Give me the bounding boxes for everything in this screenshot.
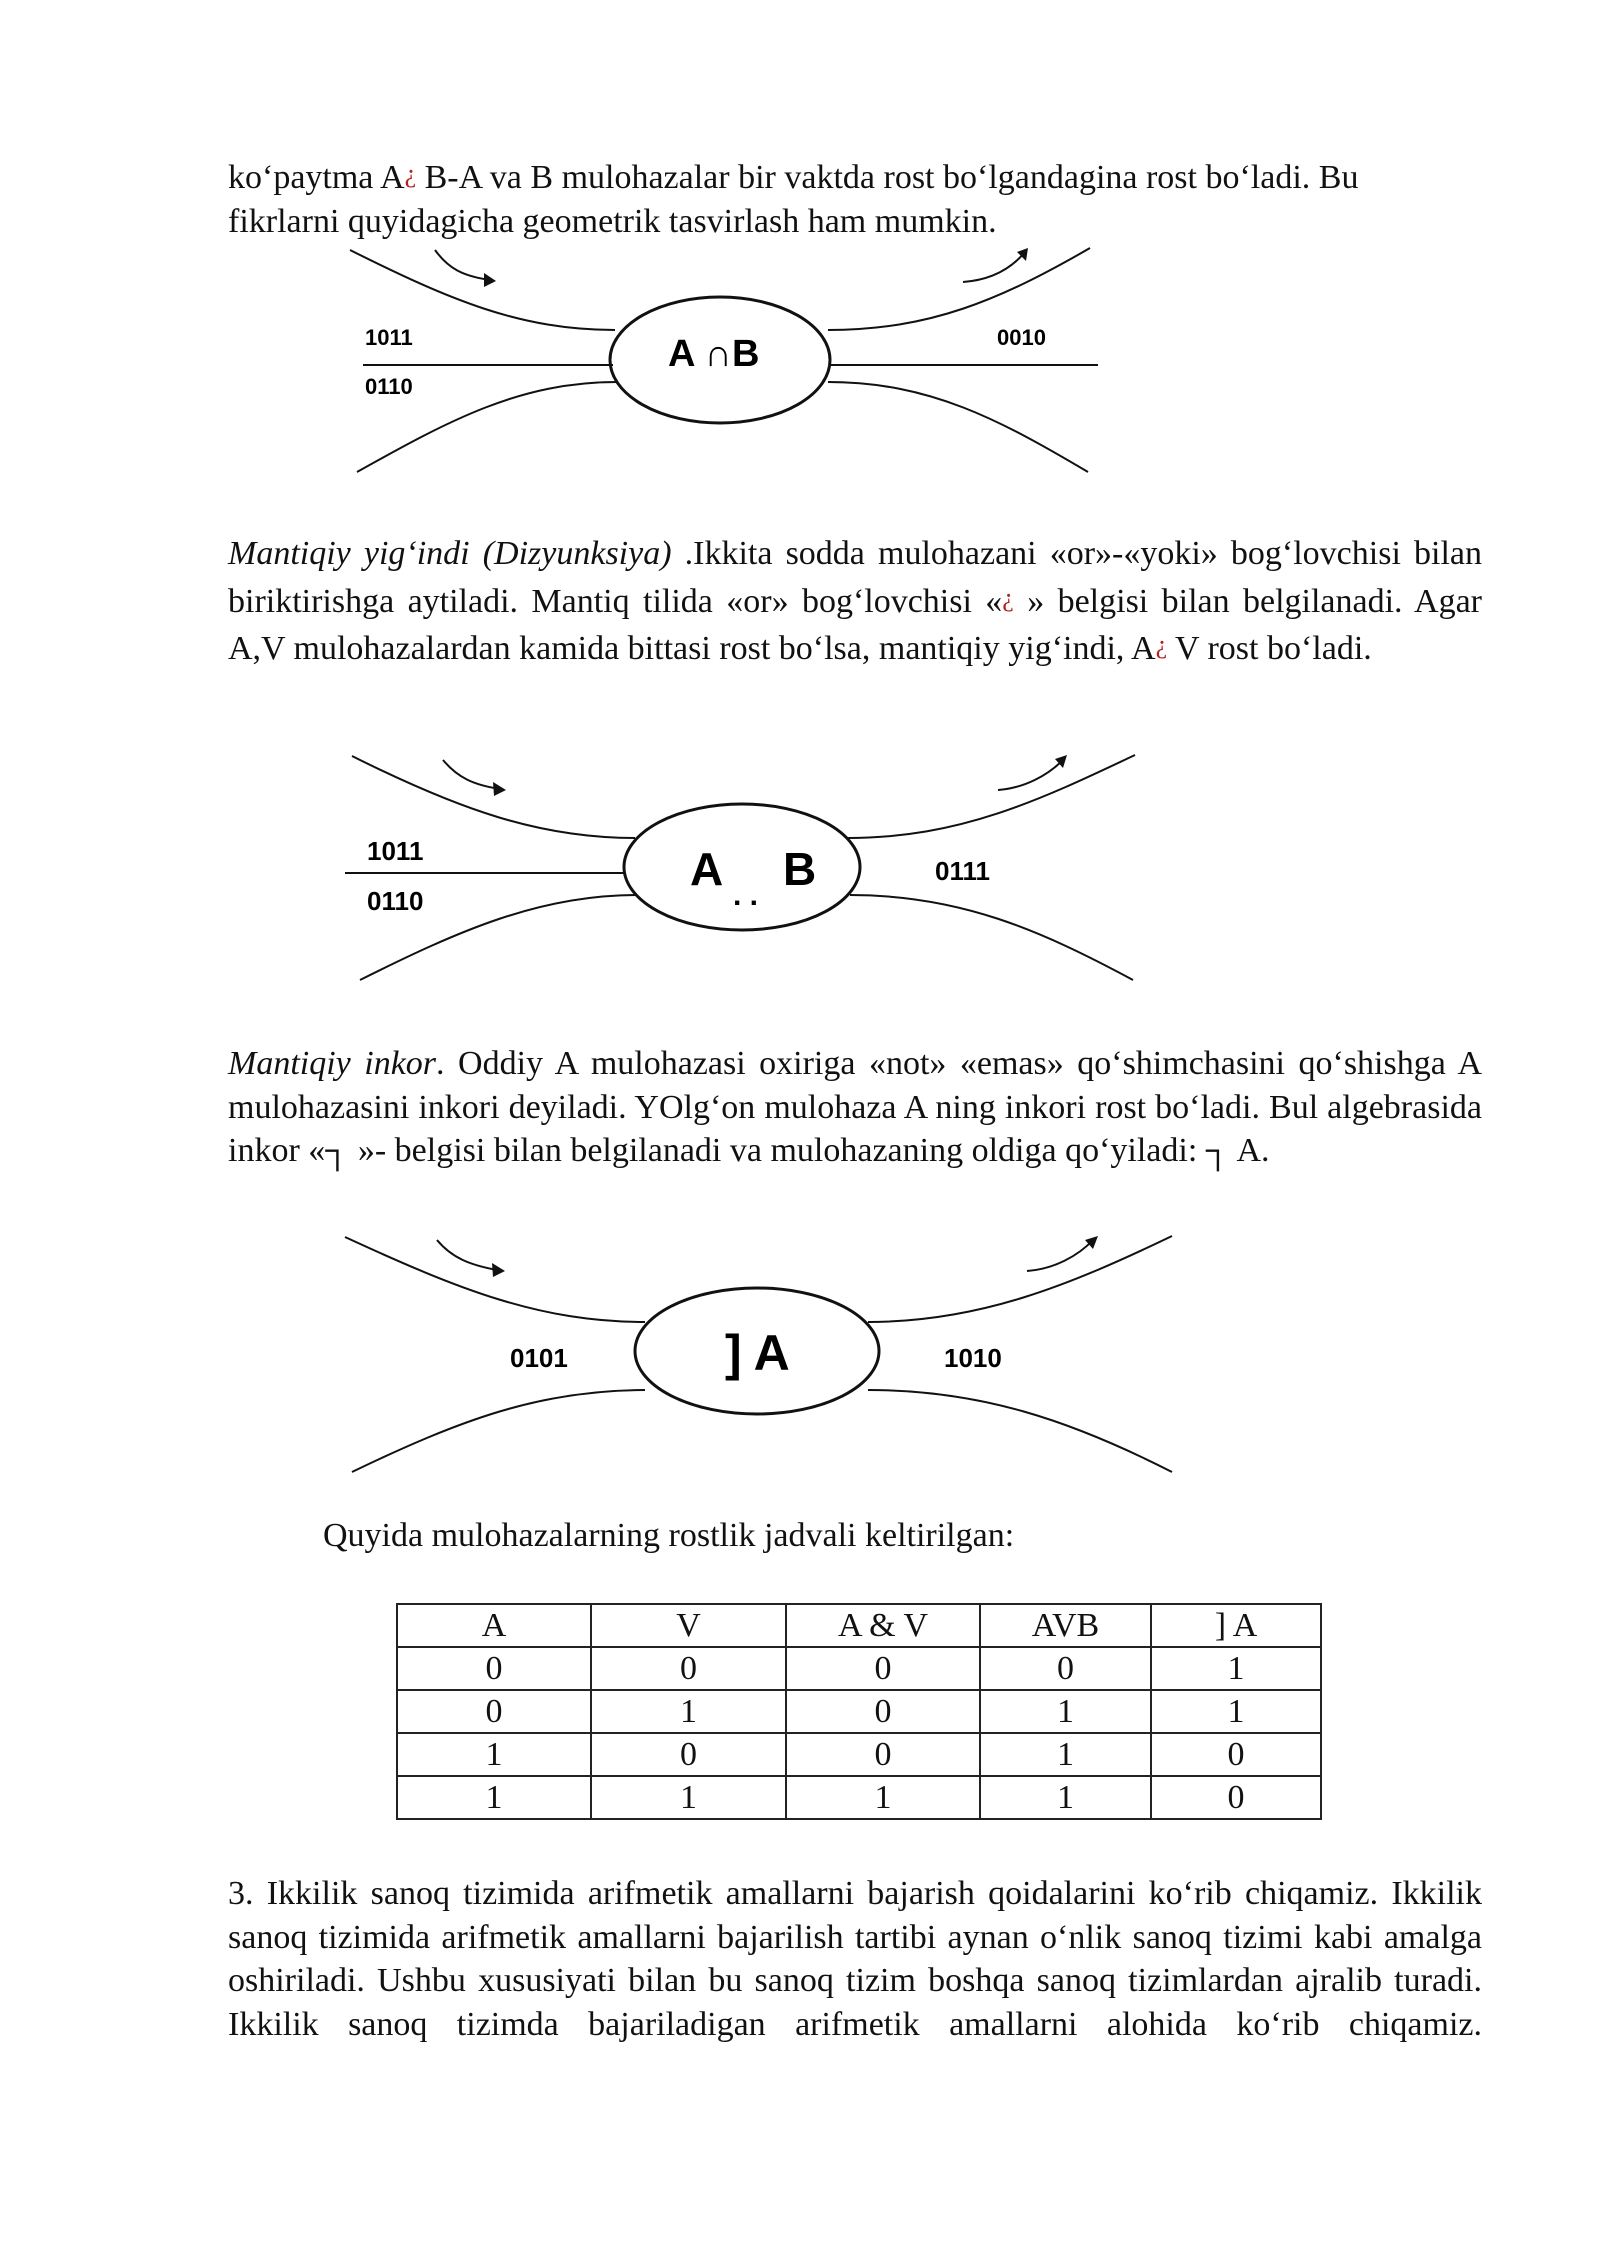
table-cell: 1: [980, 1776, 1151, 1819]
header-cell: A: [397, 1604, 591, 1647]
table-cell: 1: [397, 1733, 591, 1776]
table-cell: 1: [980, 1733, 1151, 1776]
arrow-in-head: [492, 1263, 505, 1277]
table-cell: 0: [397, 1690, 591, 1733]
paragraph-binary-arithmetic: 3. Ikkilik sanoq tizimida arifmetik amallarni bajarish qoidalarini ko‘rib chiqamiz. Ikkilik sanoq tizimida arifmetik amallarni bajarilish tartibi aynan o‘nlik sanoq tizimi kabi amalga oshiriladi. Ushbu xususiyati bilan bu sanoq tizim boshqa sanoq tizimlardan ajralib turadi. Ikkilik sanoq tizimda bajariladigan arifmetik amallarni alohida ko‘rib chiqamiz.: [228, 1875, 1482, 2043]
table-row: [397, 1647, 1321, 1690]
text-span: ko‘paytma A: [228, 159, 405, 196]
table-row: [397, 1776, 1321, 1819]
table-cell: 1: [591, 1690, 786, 1733]
input-curve-top: [345, 1237, 645, 1322]
output-value: 0111: [935, 856, 990, 886]
table-cell: 0: [980, 1647, 1151, 1690]
table-row: [397, 1733, 1321, 1776]
table-cell: 0: [1151, 1733, 1321, 1776]
output-value: 0010: [997, 325, 1046, 350]
input-bottom-value: 0110: [365, 374, 413, 399]
header-cell: A & V: [786, 1604, 980, 1647]
unknown-symbol-glyph: ¿: [1155, 630, 1168, 659]
text-span: V rost bo‘ladi.: [1167, 630, 1372, 667]
output-value: 1010: [944, 1343, 1002, 1373]
text-span: » belgisi bilan belgilanadi. Agar A,V mulohazalardan kamida bittasi rost bo‘lsa, mantiqiy yig‘indi, A: [228, 582, 1482, 667]
unknown-symbol-glyph: ¿: [404, 159, 417, 188]
input-top-value: 1011: [367, 836, 424, 866]
arrow-out-curve: [1027, 1240, 1093, 1271]
truth-table: [396, 1603, 1322, 1820]
header-cell: V: [591, 1604, 786, 1647]
text-span: B-A va B mulohazalar bir vaktda rost bo‘lgandagina rost bo‘ladi. Bu: [416, 159, 1359, 196]
table-cell: 0: [591, 1733, 786, 1776]
table-cell: 1: [980, 1690, 1151, 1733]
input-value: 0101: [510, 1343, 568, 1373]
operator-label: ] A: [725, 1325, 790, 1381]
table-row: [397, 1690, 1321, 1733]
operator-label-a: A: [690, 843, 724, 895]
table-cell: 0: [786, 1647, 980, 1690]
table-cell: 0: [397, 1647, 591, 1690]
table-header-row: [397, 1604, 1321, 1647]
table-cell: 0: [786, 1733, 980, 1776]
table-cell: 1: [397, 1776, 591, 1819]
table-cell: 1: [786, 1776, 980, 1819]
table-cell: 1: [591, 1776, 786, 1819]
input-top-value: 1011: [365, 325, 413, 350]
text-span: .Ikkita sodda mulohazani «or»-«yoki» bog‘lovchisi bilan biriktirishga aytiladi. Mantiq tilida «or» bog‘lovchisi «: [228, 535, 1482, 620]
output-curve-top: [868, 1236, 1172, 1322]
table-cell: 1: [1151, 1647, 1321, 1690]
operator-label-b: B: [783, 843, 817, 895]
table-cell: 0: [1151, 1776, 1321, 1819]
text-span: fikrlarni quyidagicha geometrik tasvirlash ham mumkin.: [228, 202, 997, 240]
table-cell: 1: [1151, 1690, 1321, 1733]
operator-label: A ∩B: [668, 333, 760, 375]
term-italic: Mantiqiy yig‘indi (Dizyunksiya): [228, 535, 672, 572]
operator-dots: . .: [733, 879, 759, 912]
text-span: . Oddiy A mulohazasi oxiriga «not» «emas» qo‘shimchasini qo‘shishga A mulohazasini inkori deyiladi. YOlg‘on mulohaza A ning inkori rost bo‘ladi. Bul algebrasida inkor «┐ »- belgisi bilan belgilanadi va mulohazaning oldiga qo‘yiladi: ┐ A.: [228, 1045, 1482, 1169]
unknown-symbol-glyph: ¿: [1002, 582, 1014, 612]
table-caption: Quyida mulohazalarning rostlik jadvali keltirilgan:: [323, 1517, 1015, 1554]
arrow-in-curve: [437, 1240, 497, 1270]
table-cell: 0: [591, 1647, 786, 1690]
header-cell: AVB: [980, 1604, 1151, 1647]
table-cell: 0: [786, 1690, 980, 1733]
input-curve-bottom: [352, 1390, 645, 1472]
term-italic: Mantiqiy inkor: [228, 1045, 437, 1082]
input-bottom-value: 0110: [367, 886, 424, 916]
header-cell: ] A: [1151, 1604, 1321, 1647]
output-curve-bottom: [868, 1390, 1172, 1472]
